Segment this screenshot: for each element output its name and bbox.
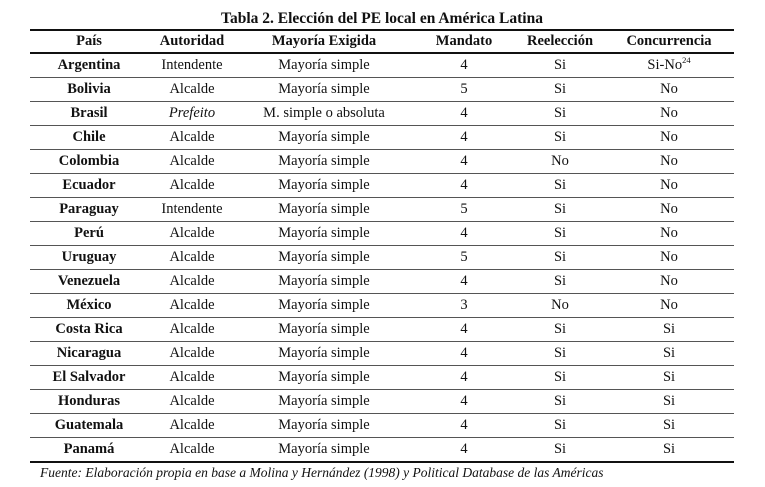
cell-reeleccion — [516, 294, 604, 318]
cell-autoridad — [148, 126, 236, 150]
cell-text: No — [660, 201, 678, 217]
cell-text: Si — [553, 201, 567, 217]
cell-reeleccion — [516, 174, 604, 198]
cell-text: Uruguay — [61, 249, 117, 265]
cell-text: No — [660, 153, 678, 169]
cell-mayoria — [236, 294, 412, 318]
cell-text: No — [660, 225, 678, 241]
cell-text: Mayoría simple — [278, 321, 370, 337]
cell-reeleccion — [516, 342, 604, 366]
cell-autoridad — [148, 174, 236, 198]
cell-text: 4 — [460, 393, 468, 409]
cell-mandato — [412, 294, 516, 318]
cell-pais — [30, 222, 148, 246]
cell-text: Costa Rica — [55, 321, 123, 337]
cell-text: Honduras — [57, 393, 121, 409]
cell-reeleccion — [516, 318, 604, 342]
cell-text: Alcalde — [169, 81, 215, 97]
cell-text: Mayoría simple — [278, 345, 370, 361]
cell-mayoria — [236, 102, 412, 126]
election-table — [30, 29, 734, 463]
cell-mayoria — [236, 270, 412, 294]
cell-text: Mayoría simple — [278, 369, 370, 385]
header-mayoria: Mayoría Exigida — [236, 30, 412, 53]
cell-autoridad — [148, 414, 236, 438]
table-header — [30, 30, 734, 53]
cell-text: Si — [662, 321, 676, 337]
cell-mandato — [412, 318, 516, 342]
cell-autoridad — [148, 366, 236, 390]
cell-text: 4 — [460, 345, 468, 361]
cell-text: 5 — [460, 201, 468, 217]
cell-text: Si — [553, 81, 567, 97]
cell-text: Mayoría simple — [278, 273, 370, 289]
cell-concurrencia — [604, 390, 734, 414]
cell-text: Alcalde — [169, 249, 215, 265]
cell-mayoria — [236, 150, 412, 174]
cell-mandato — [412, 150, 516, 174]
cell-mayoria — [236, 78, 412, 102]
cell-text: Mayoría simple — [278, 129, 370, 145]
cell-text: Si — [662, 345, 676, 361]
cell-text: Prefeito — [168, 105, 216, 121]
cell-mayoria — [236, 126, 412, 150]
cell-autoridad — [148, 53, 236, 78]
cell-mayoria — [236, 246, 412, 270]
cell-pais — [30, 366, 148, 390]
cell-concurrencia — [604, 318, 734, 342]
cell-text: Intendente — [161, 201, 223, 217]
cell-text: Si — [553, 129, 567, 145]
footnote-marker: 24 — [682, 55, 691, 66]
cell-pais — [30, 270, 148, 294]
cell-text: 3 — [460, 297, 468, 313]
cell-mandato — [412, 174, 516, 198]
cell-autoridad — [148, 294, 236, 318]
cell-text: 5 — [460, 81, 468, 97]
cell-concurrencia — [604, 53, 734, 78]
table-row — [30, 222, 734, 246]
cell-mandato — [412, 78, 516, 102]
cell-mandato — [412, 102, 516, 126]
cell-text: Si — [553, 273, 567, 289]
cell-pais — [30, 78, 148, 102]
cell-text: Mayoría simple — [278, 177, 370, 193]
cell-pais — [30, 174, 148, 198]
cell-text: Si — [553, 441, 567, 457]
cell-reeleccion — [516, 53, 604, 78]
cell-autoridad — [148, 102, 236, 126]
cell-pais — [30, 294, 148, 318]
cell-reeleccion — [516, 270, 604, 294]
cell-text: Si-No — [647, 57, 683, 73]
header-concurrencia: Concurrencia — [604, 30, 734, 53]
cell-text: 4 — [460, 273, 468, 289]
cell-text: Alcalde — [169, 297, 215, 313]
cell-text: Mayoría simple — [278, 57, 370, 73]
cell-text: Mayoría simple — [278, 417, 370, 433]
cell-text: Si — [553, 105, 567, 121]
cell-mayoria — [236, 414, 412, 438]
cell-autoridad — [148, 222, 236, 246]
cell-reeleccion — [516, 222, 604, 246]
cell-pais — [30, 126, 148, 150]
cell-text: Si — [553, 417, 567, 433]
cell-concurrencia — [604, 270, 734, 294]
table-row — [30, 414, 734, 438]
cell-concurrencia — [604, 150, 734, 174]
cell-autoridad — [148, 78, 236, 102]
cell-text: Venezuela — [57, 273, 121, 289]
cell-text: 4 — [460, 153, 468, 169]
cell-text: Alcalde — [169, 345, 215, 361]
cell-text: Si — [553, 57, 567, 73]
cell-mayoria — [236, 222, 412, 246]
cell-reeleccion — [516, 198, 604, 222]
cell-text: Perú — [74, 225, 104, 241]
cell-text: Si — [553, 345, 567, 361]
cell-concurrencia — [604, 222, 734, 246]
cell-concurrencia — [604, 78, 734, 102]
cell-text: Alcalde — [169, 225, 215, 241]
cell-concurrencia — [604, 102, 734, 126]
header-autoridad: Autoridad — [148, 30, 236, 53]
cell-text: Si — [553, 177, 567, 193]
cell-text: Mayoría simple — [278, 81, 370, 97]
header-pais: País — [30, 30, 148, 53]
table-row — [30, 438, 734, 463]
cell-mandato — [412, 438, 516, 463]
cell-autoridad — [148, 318, 236, 342]
cell-mayoria — [236, 342, 412, 366]
cell-reeleccion — [516, 78, 604, 102]
cell-text: Si — [662, 441, 676, 457]
cell-mayoria — [236, 174, 412, 198]
cell-mandato — [412, 53, 516, 78]
cell-mayoria — [236, 53, 412, 78]
cell-text: 4 — [460, 369, 468, 385]
cell-text: Colombia — [58, 153, 120, 169]
cell-text: Brasil — [70, 105, 108, 121]
cell-text: Intendente — [161, 57, 223, 73]
cell-text: Guatemala — [54, 417, 124, 433]
cell-reeleccion — [516, 366, 604, 390]
cell-text: Si — [553, 369, 567, 385]
cell-text: Si — [662, 369, 676, 385]
cell-reeleccion — [516, 438, 604, 463]
cell-pais — [30, 342, 148, 366]
cell-pais — [30, 53, 148, 78]
cell-autoridad — [148, 390, 236, 414]
cell-text: Si — [553, 225, 567, 241]
cell-pais — [30, 390, 148, 414]
table-source-note: Fuente: Elaboración propia en base a Molina y Hernández (1998) y Political Database de las Américas — [40, 465, 604, 480]
header-reeleccion: Reelección — [516, 30, 604, 53]
table-row — [30, 342, 734, 366]
cell-text: No — [660, 273, 678, 289]
cell-text: Alcalde — [169, 177, 215, 193]
cell-text: 4 — [460, 321, 468, 337]
cell-text: Alcalde — [169, 321, 215, 337]
cell-mandato — [412, 222, 516, 246]
cell-text: Mayoría simple — [278, 153, 370, 169]
cell-text: Si — [553, 249, 567, 265]
cell-mayoria — [236, 366, 412, 390]
cell-text: 4 — [460, 225, 468, 241]
cell-pais — [30, 318, 148, 342]
cell-text: Si — [662, 417, 676, 433]
cell-text: Nicaragua — [56, 345, 122, 361]
cell-text: Si — [553, 321, 567, 337]
table-row — [30, 270, 734, 294]
cell-text: Mayoría simple — [278, 201, 370, 217]
cell-text: No — [551, 297, 569, 313]
cell-reeleccion — [516, 126, 604, 150]
table-row — [30, 53, 734, 78]
table-title: Tabla 2. Elección del PE local en América Latina — [221, 10, 543, 27]
cell-text: 4 — [460, 177, 468, 193]
table-row — [30, 174, 734, 198]
cell-pais — [30, 414, 148, 438]
cell-text: Ecuador — [62, 177, 116, 193]
cell-text: No — [660, 105, 678, 121]
table-row — [30, 246, 734, 270]
cell-text: Bolivia — [67, 81, 111, 97]
cell-pais — [30, 150, 148, 174]
table-row — [30, 150, 734, 174]
cell-text: Panamá — [63, 441, 115, 457]
cell-text: Chile — [72, 129, 106, 145]
cell-mayoria — [236, 390, 412, 414]
cell-text: 4 — [460, 57, 468, 73]
cell-text: Mayoría simple — [278, 441, 370, 457]
table-row — [30, 294, 734, 318]
cell-concurrencia — [604, 126, 734, 150]
cell-text: Mayoría simple — [278, 393, 370, 409]
header-mandato: Mandato — [412, 30, 516, 53]
cell-pais — [30, 102, 148, 126]
cell-text: No — [660, 297, 678, 313]
cell-text: 5 — [460, 249, 468, 265]
table-row — [30, 102, 734, 126]
cell-concurrencia — [604, 342, 734, 366]
table-row — [30, 126, 734, 150]
table-body — [30, 53, 734, 462]
header-row — [30, 30, 734, 53]
cell-mandato — [412, 414, 516, 438]
document-table-figure — [30, 9, 734, 482]
cell-autoridad — [148, 246, 236, 270]
cell-text: No — [660, 81, 678, 97]
cell-text: 4 — [460, 129, 468, 145]
cell-mandato — [412, 390, 516, 414]
table-row — [30, 198, 734, 222]
cell-text: M. simple o absoluta — [263, 105, 385, 121]
cell-pais — [30, 438, 148, 463]
cell-text: No — [660, 177, 678, 193]
cell-concurrencia — [604, 174, 734, 198]
cell-text: Mayoría simple — [278, 297, 370, 313]
cell-mandato — [412, 126, 516, 150]
cell-mandato — [412, 366, 516, 390]
cell-text: Alcalde — [169, 393, 215, 409]
cell-text: El Salvador — [52, 369, 126, 385]
cell-mandato — [412, 342, 516, 366]
cell-reeleccion — [516, 246, 604, 270]
cell-text: Mayoría simple — [278, 225, 370, 241]
cell-text: 4 — [460, 417, 468, 433]
cell-autoridad — [148, 270, 236, 294]
cell-concurrencia — [604, 198, 734, 222]
cell-text: Paraguay — [59, 201, 119, 217]
cell-text: Alcalde — [169, 153, 215, 169]
cell-concurrencia — [604, 366, 734, 390]
cell-text: Si — [553, 393, 567, 409]
table-row — [30, 78, 734, 102]
cell-mandato — [412, 270, 516, 294]
cell-text: 4 — [460, 105, 468, 121]
cell-reeleccion — [516, 390, 604, 414]
cell-text: Alcalde — [169, 129, 215, 145]
cell-autoridad — [148, 438, 236, 463]
table-row — [30, 318, 734, 342]
cell-text: Alcalde — [169, 273, 215, 289]
cell-text: No — [660, 129, 678, 145]
cell-text: Alcalde — [169, 417, 215, 433]
cell-reeleccion — [516, 150, 604, 174]
table-row — [30, 390, 734, 414]
cell-text: México — [66, 297, 112, 313]
cell-concurrencia — [604, 438, 734, 463]
cell-concurrencia — [604, 294, 734, 318]
cell-pais — [30, 198, 148, 222]
cell-concurrencia — [604, 414, 734, 438]
cell-text: No — [660, 249, 678, 265]
cell-text: Mayoría simple — [278, 249, 370, 265]
cell-pais — [30, 246, 148, 270]
cell-mayoria — [236, 438, 412, 463]
cell-mayoria — [236, 198, 412, 222]
cell-text: Alcalde — [169, 369, 215, 385]
table-row — [30, 366, 734, 390]
cell-reeleccion — [516, 414, 604, 438]
cell-text: Si — [662, 393, 676, 409]
cell-text: 4 — [460, 441, 468, 457]
cell-autoridad — [148, 150, 236, 174]
cell-mandato — [412, 198, 516, 222]
cell-mandato — [412, 246, 516, 270]
cell-mayoria — [236, 318, 412, 342]
cell-text: No — [551, 153, 569, 169]
cell-text: Argentina — [57, 57, 121, 73]
cell-concurrencia — [604, 246, 734, 270]
cell-autoridad — [148, 198, 236, 222]
cell-autoridad — [148, 342, 236, 366]
cell-reeleccion — [516, 102, 604, 126]
cell-text: Alcalde — [169, 441, 215, 457]
